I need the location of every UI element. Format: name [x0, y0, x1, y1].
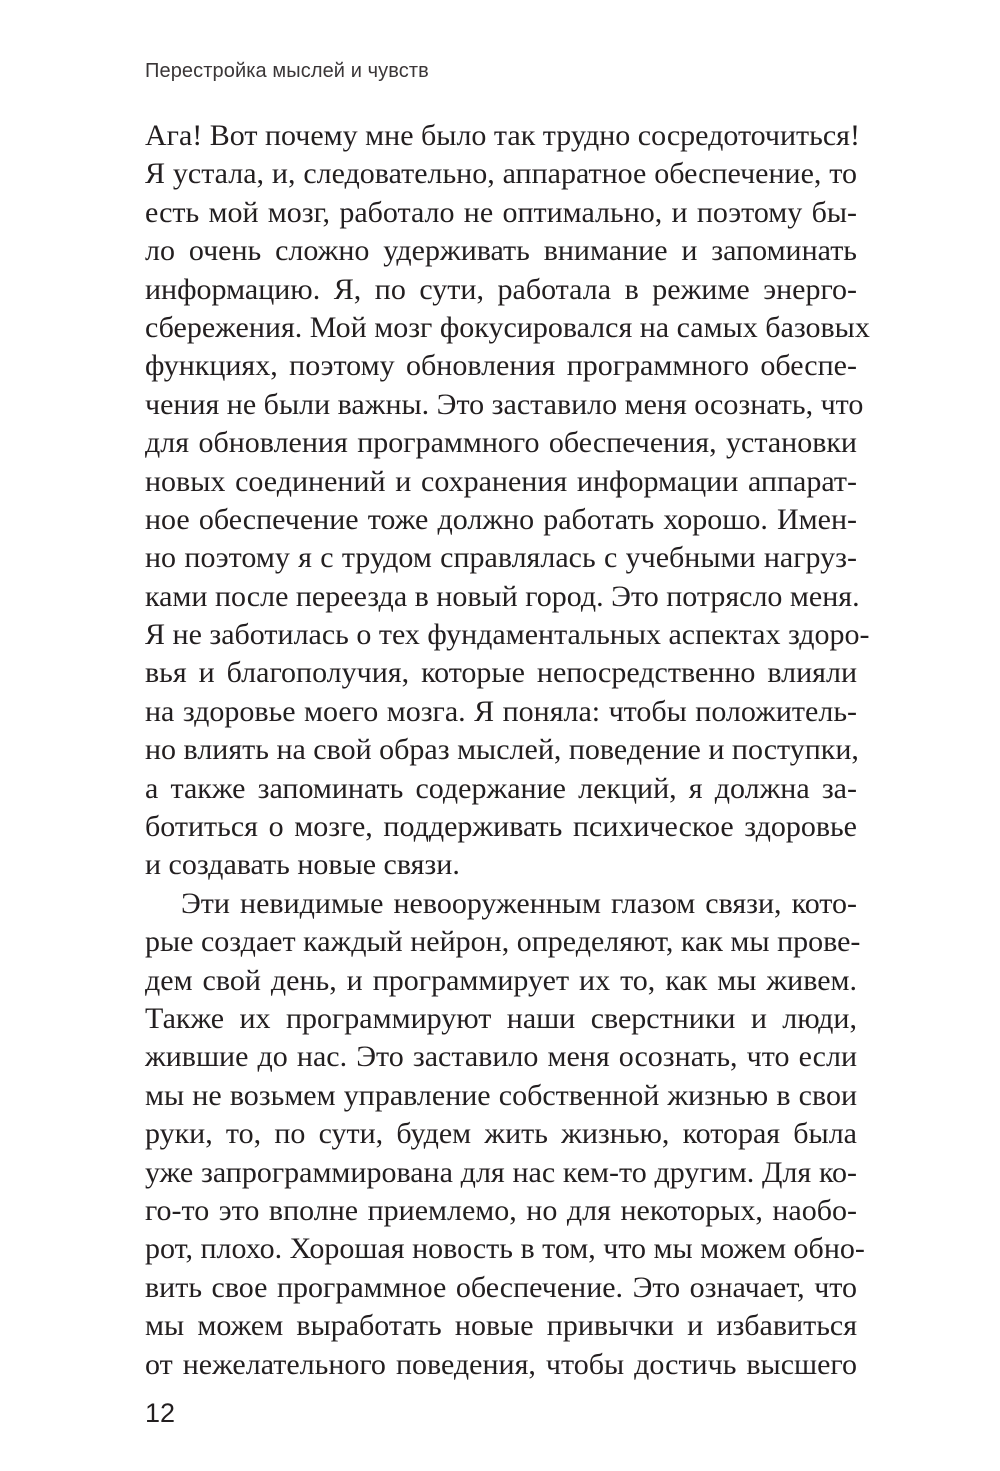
text-line: рот, плохо. Хорошая новость в том, что мы можем обно-: [145, 1232, 865, 1266]
text-line: вья и благополучия, которые непосредственно влияли: [145, 656, 857, 690]
text-line: информацию. Я, по сути, работала в режиме энерго-: [145, 272, 857, 306]
text-line: рые создает каждый нейрон, определяют, как мы прове-: [145, 925, 861, 959]
text-line: го-то это вполне приемлемо, но для некоторых, наобо-: [145, 1193, 857, 1227]
text-line: Я устала, и, следовательно, аппаратное обеспечение, то: [145, 157, 857, 191]
text-line: ло очень сложно удерживать внимание и запоминать: [145, 234, 857, 268]
text-line: есть мой мозг, работало не оптимально, и поэтому бы-: [145, 195, 857, 229]
text-line: но влиять на свой образ мыслей, поведение и поступки,: [145, 733, 859, 767]
text-line: а также запоминать содержание лекций, я должна за-: [145, 771, 857, 805]
text-line: и создавать новые связи.: [145, 848, 460, 882]
text-line: функциях, поэтому обновления программного обеспе-: [145, 349, 857, 383]
text-line: чения не были важны. Это заставило меня осознать, что: [145, 387, 864, 421]
text-line: для обновления программного обеспечения, установки: [145, 426, 857, 460]
text-line: сбережения. Мой мозг фокусировался на самых базовых: [145, 310, 870, 344]
text-line: вить свое программное обеспечение. Это означает, что: [145, 1270, 857, 1304]
text-line: дем свой день, и программирует их то, как мы живем.: [145, 963, 857, 997]
text-line: уже запрограммирована для нас кем-то другим. Для ко-: [145, 1155, 857, 1189]
text-line: ками после переезда в новый город. Это потрясло меня.: [145, 579, 860, 613]
text-line: Эти невидимые невооруженным глазом связи, кото-: [181, 886, 857, 920]
text-line: от нежелательного поведения, чтобы достичь высшего: [145, 1347, 857, 1381]
text-line: руки, то, по сути, будем жить жизнью, которая была: [145, 1117, 857, 1151]
page-number: 12: [145, 1398, 176, 1428]
text-line: Ага! Вот почему мне было так трудно сосредоточиться!: [145, 119, 860, 152]
text-line: ботиться о мозге, поддерживать психическое здоровье: [145, 810, 857, 844]
text-line: Я не заботилась о тех фундаментальных аспектах здоро-: [145, 618, 870, 652]
text-line: ное обеспечение тоже должно работать хорошо. Имен-: [145, 502, 857, 536]
text-line: мы можем выработать новые привычки и избавиться: [145, 1309, 857, 1343]
text-line: но поэтому я с трудом справлялась с учебными нагруз-: [145, 541, 857, 575]
text-line: новых соединений и сохранения информации аппарат-: [145, 464, 857, 498]
text-line: Также их программируют наши сверстники и люди,: [145, 1001, 857, 1035]
paragraph: [145, 117, 870, 885]
body-text: [145, 117, 870, 1384]
text-line: на здоровье моего мозга. Я поняла: чтобы положитель-: [145, 694, 857, 728]
text-line: жившие до нас. Это заставило меня осознать, что если: [145, 1040, 857, 1074]
paragraph: [145, 885, 865, 1384]
text-line: мы не возьмем управление собственной жизнью в свои: [145, 1078, 857, 1112]
running-head: Перестройка мыслей и чувств: [145, 60, 429, 82]
